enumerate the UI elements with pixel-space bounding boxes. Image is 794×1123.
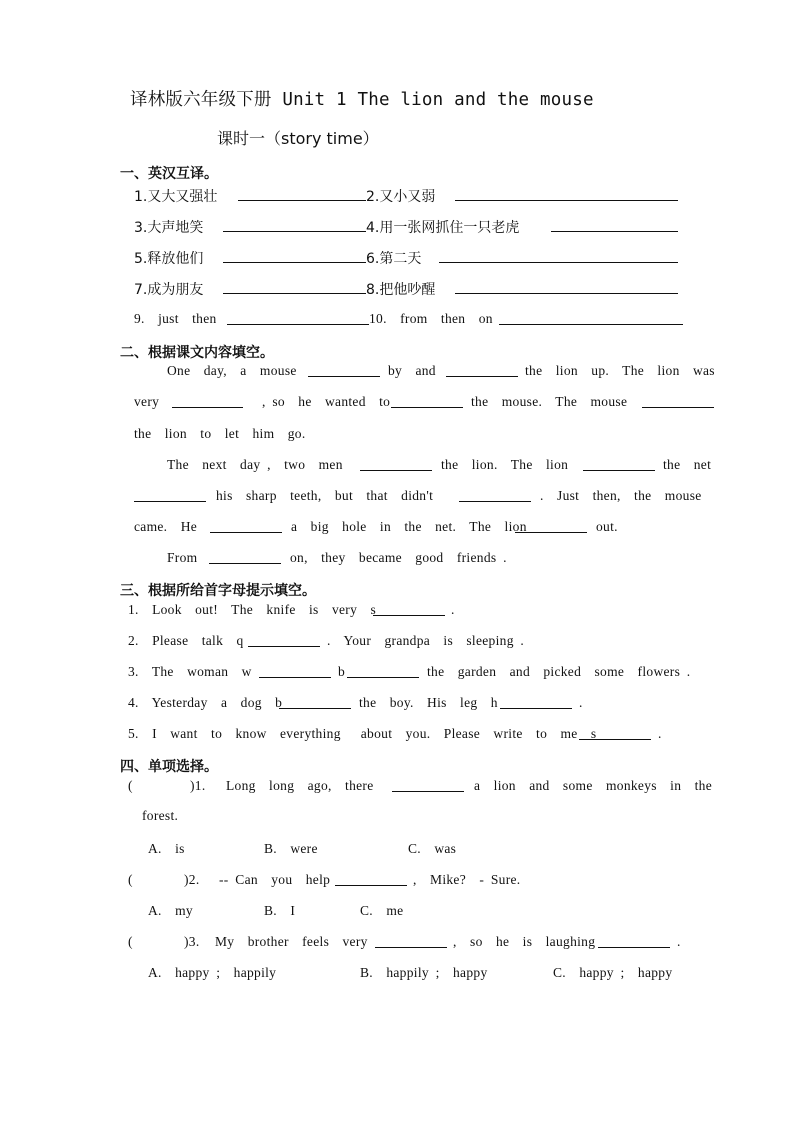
s2-line-2c: [471, 394, 627, 410]
s2-line-3: the lion to let him go.: [134, 426, 306, 441]
s4-text: a lion and some monkeys in the: [474, 778, 713, 793]
page-title: 译林版六年级下册 Unit 1 The lion and the mouse: [130, 90, 594, 110]
s3-text: .: [451, 602, 455, 617]
s1-item-2: [366, 186, 435, 206]
s4-q2-option-a[interactable]: A. my: [148, 903, 193, 918]
s3-blank-4[interactable]: [347, 665, 419, 678]
s3-q4c: [579, 695, 583, 711]
s2-blank-3[interactable]: [172, 395, 243, 408]
s4-q3-text: [215, 934, 368, 950]
s3-q2: [128, 633, 244, 649]
s1-item-6: [366, 248, 421, 268]
s2-text: very: [134, 394, 160, 409]
s1-item-4: [366, 217, 519, 237]
s4-q2-paren-open: (: [128, 872, 133, 887]
s1-item-3: [134, 217, 203, 237]
s4-q1-blank[interactable]: [392, 779, 464, 792]
s2-text: , so he wanted to: [262, 394, 391, 409]
section1-heading: 一、英汉互译。: [120, 166, 218, 182]
s3-text: 1. Look out! The knife is very s: [128, 602, 377, 617]
s1-item-4-label: 4.用一张网抓住一只老虎: [366, 220, 520, 236]
s4-q3-option-a[interactable]: A. happy ; happily: [148, 965, 277, 980]
s3-q5: [128, 726, 596, 742]
s2-text: on, they became good friends .: [290, 550, 507, 565]
s2-text: the lion. The lion: [441, 457, 569, 472]
section4-heading: 四、单项选择。: [120, 759, 218, 775]
s2-blank-7[interactable]: [583, 458, 655, 471]
s1-blank-5[interactable]: [223, 250, 366, 263]
s3-blank-2[interactable]: [248, 634, 320, 647]
s4-q2-option-b[interactable]: B. I: [264, 903, 296, 918]
s2-blank-1[interactable]: [308, 364, 380, 377]
s2-line-4: [167, 457, 343, 473]
s3-q3b: [338, 664, 345, 680]
s1-blank-2[interactable]: [455, 188, 678, 201]
s3-text: .: [579, 695, 583, 710]
s4-q1-answer[interactable]: [140, 778, 190, 794]
s4-q1-text: [226, 778, 374, 794]
s1-blank-4[interactable]: [551, 219, 678, 232]
s4-q1-option-b[interactable]: B. were: [264, 841, 318, 856]
s2-line-2: [134, 394, 159, 410]
s3-q4: [128, 695, 282, 711]
s2-line-6: [134, 519, 197, 535]
s2-text: the net: [663, 457, 712, 472]
s2-blank-10[interactable]: [210, 520, 282, 533]
s4-q3-text-c: [677, 934, 681, 950]
s4-text: -- Can you help: [219, 872, 331, 887]
s2-text: a big hole in the net. The lion: [291, 519, 527, 534]
s3-blank-6[interactable]: [500, 696, 572, 709]
s3-q3: [128, 664, 252, 680]
s4-text: .: [677, 934, 681, 949]
page-subtitle: 课时一（story time）: [217, 129, 379, 148]
s3-text: .: [658, 726, 662, 741]
s3-q1b: [451, 602, 455, 618]
s2-text: came. He: [134, 519, 198, 534]
s4-q1-text-b: [474, 778, 712, 794]
s1-blank-8[interactable]: [455, 281, 678, 294]
s2-blank-8[interactable]: [134, 489, 206, 502]
s3-blank-1[interactable]: [373, 603, 445, 616]
s1-blank-6[interactable]: [439, 250, 678, 263]
s3-q3c: [427, 664, 690, 680]
s3-q2b: [327, 633, 524, 649]
s2-line-1c: [525, 363, 715, 379]
s2-text: the mouse. The mouse: [471, 394, 628, 409]
s2-text: . Just then, the mouse: [540, 488, 702, 503]
s4-q2-option-c[interactable]: C. me: [360, 903, 404, 918]
s2-line-4c: [663, 457, 711, 473]
s1-blank-9[interactable]: [227, 312, 369, 325]
s4-q3-paren-close: )3.: [184, 934, 200, 949]
s2-line-4b: [441, 457, 568, 473]
s4-q3-blank-2[interactable]: [598, 935, 670, 948]
s3-blank-7[interactable]: [579, 727, 651, 740]
s4-q2-paren-close: )2.: [184, 872, 200, 887]
s1-item-5-label: 5.释放他们: [134, 251, 204, 267]
s1-item-7-label: 7.成为朋友: [134, 282, 204, 298]
s2-text: the lion up. The lion was: [525, 363, 715, 378]
s4-q3-blank-1[interactable]: [375, 935, 447, 948]
s1-item-8-label: 8.把他吵醒: [366, 282, 436, 298]
s4-q1-paren-close: )1.: [190, 778, 206, 793]
s1-blank-7[interactable]: [223, 281, 366, 294]
s4-q3-option-b[interactable]: B. happily ; happy: [360, 965, 488, 980]
s2-text: From: [167, 550, 198, 565]
s1-item-1-label: 1.又大又强壮: [134, 189, 218, 205]
s1-item-9-label: 9. just then: [134, 311, 217, 326]
s4-q1-paren-open: (: [128, 778, 133, 793]
s2-line-7: [167, 550, 197, 566]
s2-line-1b: [388, 363, 436, 379]
s2-line-6c: [596, 519, 618, 535]
s4-text: My brother feels very: [215, 934, 368, 949]
s2-line-7b: [290, 550, 507, 566]
section2-heading: 二、根据课文内容填空。: [120, 345, 274, 361]
s2-line-5b: [540, 488, 702, 504]
s4-q2-text: [219, 872, 330, 888]
s4-q1-option-c[interactable]: C. was: [408, 841, 457, 856]
s3-text: 5. I want to know everything about you. Please write to me s: [128, 726, 597, 741]
s4-q1-option-a[interactable]: A. is: [148, 841, 185, 856]
s3-text: 3. The woman w: [128, 664, 252, 679]
s1-blank-3[interactable]: [223, 219, 366, 232]
s2-blank-12[interactable]: [209, 551, 281, 564]
s3-q4b: [359, 695, 498, 711]
s1-item-2-label: 2.又小又弱: [366, 189, 436, 205]
s1-item-5: [134, 248, 203, 268]
s4-q2-blank[interactable]: [335, 873, 407, 886]
s3-text: . Your grandpa is sleeping .: [327, 633, 525, 648]
s2-line-6b: [291, 519, 527, 535]
s3-q1: [128, 602, 376, 618]
s1-item-10-label: 10. from then on: [369, 311, 493, 326]
s1-item-8: [366, 279, 435, 299]
s2-blank-6[interactable]: [360, 458, 432, 471]
s3-text: the garden and picked some flowers .: [427, 664, 691, 679]
s2-line-1: [167, 363, 297, 379]
s3-text: 4. Yesterday a dog b: [128, 695, 283, 710]
s2-blank-4[interactable]: [391, 395, 463, 408]
s4-q3-paren-open: (: [128, 934, 133, 949]
s1-item-10: [369, 311, 493, 327]
section3-heading: 三、根据所给首字母提示填空。: [120, 583, 316, 599]
s1-item-9: [134, 311, 217, 327]
s4-q3-text-b: [453, 934, 595, 950]
s1-item-7: [134, 279, 203, 299]
s4-q3-answer[interactable]: [140, 934, 184, 950]
s3-q5b: [658, 726, 662, 742]
s4-q1-cont: forest.: [142, 808, 179, 823]
s2-line-5: [216, 488, 433, 504]
s4-text: Long long ago, there: [226, 778, 374, 793]
s2-blank-5[interactable]: [642, 395, 714, 408]
s4-q2-answer[interactable]: [140, 872, 184, 888]
s2-text: his sharp teeth, but that didn't: [216, 488, 434, 503]
s1-blank-1[interactable]: [238, 188, 366, 201]
s4-q2-text-b: [413, 872, 520, 888]
s2-text: One day, a mouse: [167, 363, 297, 378]
s4-text: , so he is laughing: [453, 934, 596, 949]
s2-text: by and: [388, 363, 436, 378]
s2-blank-9[interactable]: [459, 489, 531, 502]
s2-line-2b: [262, 394, 390, 410]
s2-text: out.: [596, 519, 618, 534]
s1-item-3-label: 3.大声地笑: [134, 220, 204, 236]
s3-text: b: [338, 664, 346, 679]
s3-text: 2. Please talk q: [128, 633, 244, 648]
s3-blank-3[interactable]: [259, 665, 331, 678]
s2-blank-2[interactable]: [446, 364, 518, 377]
s4-q3-option-c[interactable]: C. happy ; happy: [553, 965, 673, 980]
s2-text: The next day , two men: [167, 457, 343, 472]
s1-item-6-label: 6.第二天: [366, 251, 422, 267]
s1-item-1: [134, 186, 217, 206]
s2-blank-11[interactable]: [515, 520, 587, 533]
s4-text: , Mike? - Sure.: [413, 872, 521, 887]
s1-blank-10[interactable]: [499, 312, 683, 325]
s3-blank-5[interactable]: [279, 696, 351, 709]
s3-text: the boy. His leg h: [359, 695, 498, 710]
